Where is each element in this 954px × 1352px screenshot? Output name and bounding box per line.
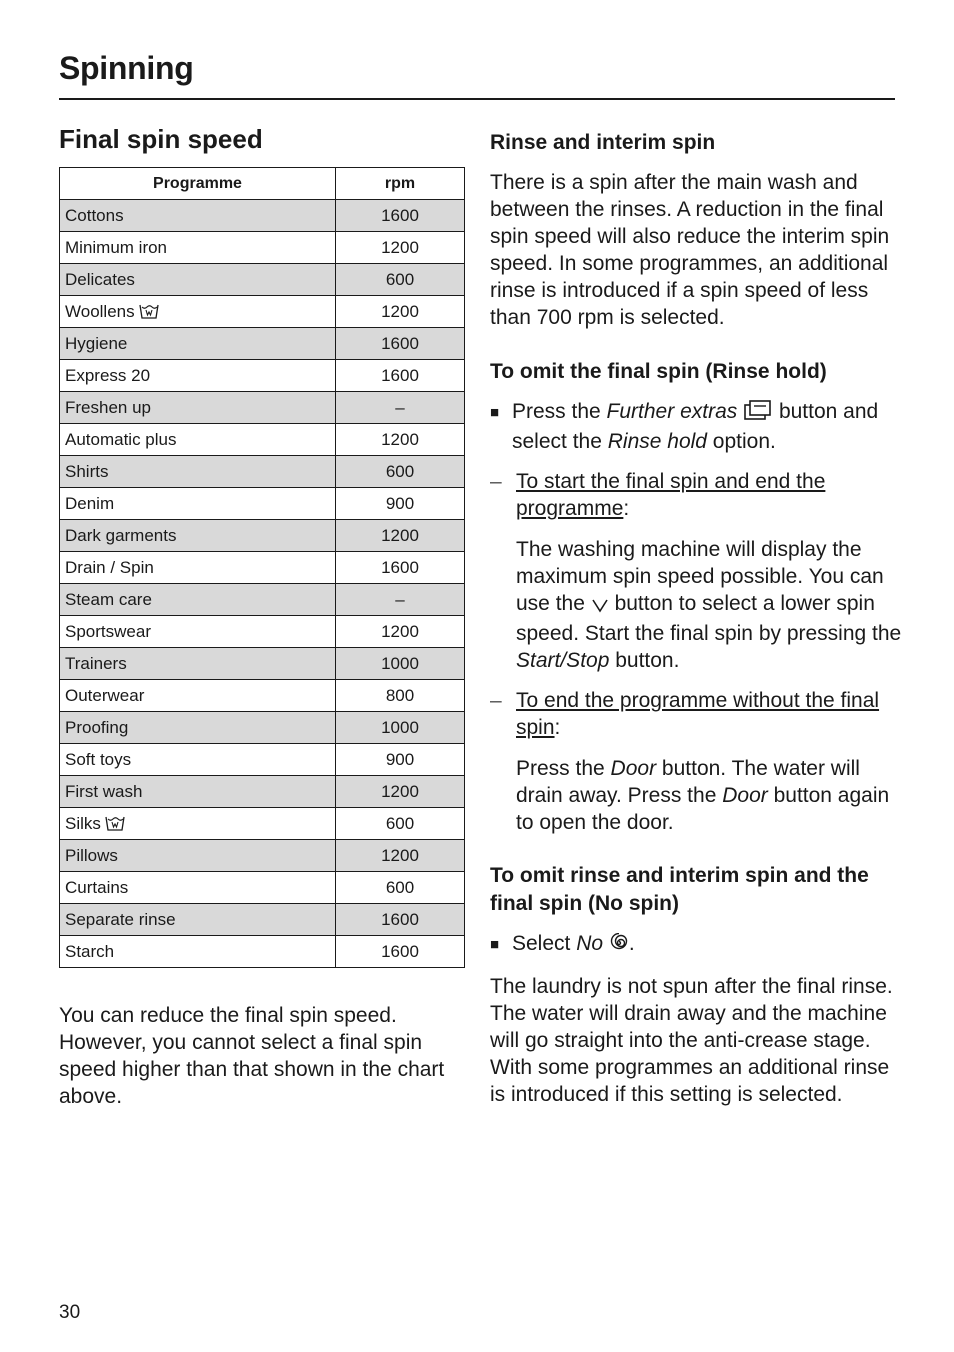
table-row <box>60 392 465 424</box>
programme-cell: Express 20 <box>60 360 336 392</box>
rpm-cell: 1200 <box>336 840 465 872</box>
step-select-no-spin <box>490 930 910 960</box>
rpm-column-header: rpm <box>336 168 465 200</box>
table-row <box>60 520 465 552</box>
table-row <box>60 648 465 680</box>
table-row <box>60 616 465 648</box>
table-row <box>60 680 465 712</box>
hand-wash-icon <box>135 302 159 321</box>
table-row <box>60 552 465 584</box>
table-row <box>60 328 465 360</box>
chevron-down-icon <box>591 593 609 620</box>
final-spin-speed-heading: Final spin speed <box>59 124 263 154</box>
omit-all-spin-heading: To omit rinse and interim spin and the final spin (No spin) <box>490 864 869 915</box>
rpm-cell: 1600 <box>336 936 465 968</box>
rpm-cell: 1600 <box>336 328 465 360</box>
table-row <box>60 264 465 296</box>
start-final-spin-text: The washing machine will display the maximum spin speed possible. You can use the button to select a lower spin speed. Start the final spin by pressing the Start/Stop button. <box>516 538 902 672</box>
right-column <box>490 129 910 1108</box>
rpm-cell: 600 <box>336 808 465 840</box>
programme-cell: Drain / Spin <box>60 552 336 584</box>
programme-cell: Curtains <box>60 872 336 904</box>
hand-wash-icon <box>101 814 125 833</box>
step-further-extras <box>490 398 910 455</box>
programme-cell: Hygiene <box>60 328 336 360</box>
table-row <box>60 904 465 936</box>
programme-cell: Starch <box>60 936 336 968</box>
table-row <box>60 808 465 840</box>
end-programme-text: Press the Door button. The water will drain away. Press the Door button again to open the door. <box>516 757 890 834</box>
rpm-cell: 800 <box>336 680 465 712</box>
rpm-cell: 1000 <box>336 712 465 744</box>
table-row <box>60 424 465 456</box>
left-column <box>59 124 465 1108</box>
programme-cell: Minimum iron <box>60 232 336 264</box>
rpm-cell: – <box>336 584 465 616</box>
rpm-cell: 1200 <box>336 520 465 552</box>
programme-cell: Denim <box>60 488 336 520</box>
programme-cell: Outerwear <box>60 680 336 712</box>
table-row <box>60 360 465 392</box>
rpm-cell: – <box>336 392 465 424</box>
further-extras-icon <box>743 399 773 428</box>
programme-cell: First wash <box>60 776 336 808</box>
table-row <box>60 232 465 264</box>
programme-cell: Separate rinse <box>60 904 336 936</box>
rinse-interim-text: There is a spin after the main wash and between the rinses. A reduction in the final spin speed will also reduce the interim spin speed. In some programmes, an additional rinse is introduced if a spin speed of less than 700 rpm is selected. <box>490 171 890 329</box>
start-final-spin-title: To start the final spin and end the programme <box>516 470 826 520</box>
programme-cell: Cottons <box>60 200 336 232</box>
end-programme-title: To end the programme without the final spin <box>516 689 880 739</box>
programme-cell: Soft toys <box>60 744 336 776</box>
title-rule <box>59 98 895 100</box>
table-row <box>60 776 465 808</box>
spin-speed-table <box>59 167 465 968</box>
rpm-cell: 1200 <box>336 232 465 264</box>
programme-cell: Woollens <box>60 296 336 328</box>
table-row <box>60 488 465 520</box>
rinse-interim-heading: Rinse and interim spin <box>490 131 716 154</box>
omit-final-spin-heading: To omit the final spin (Rinse hold) <box>490 360 827 383</box>
rpm-cell: 1200 <box>336 424 465 456</box>
programme-cell: Delicates <box>60 264 336 296</box>
table-row <box>60 840 465 872</box>
start-final-spin-option: – To start the final spin and end the programme: <box>490 470 826 520</box>
programme-cell: Shirts <box>60 456 336 488</box>
spin-spiral-icon <box>609 933 629 960</box>
table-row <box>60 936 465 968</box>
table-header-row <box>60 168 465 200</box>
rpm-cell: 900 <box>336 744 465 776</box>
rpm-cell: 600 <box>336 456 465 488</box>
rpm-cell: 1600 <box>336 360 465 392</box>
rpm-cell: 1600 <box>336 200 465 232</box>
no-spin-text: The laundry is not spun after the final rinse. The water will drain away and the machine will go straight into the anti-crease stage. With some programmes an additional rinse is introduced if this setting is selected. <box>490 975 893 1106</box>
rpm-cell: 1000 <box>336 648 465 680</box>
table-row <box>60 712 465 744</box>
bullet-square-icon: ■ <box>490 936 500 953</box>
table-row <box>60 456 465 488</box>
step-select-no-spin-text: Select No . <box>512 930 635 960</box>
programme-cell: Automatic plus <box>60 424 336 456</box>
dash-marker: – <box>490 470 502 493</box>
rpm-cell: 600 <box>336 264 465 296</box>
rpm-cell: 1200 <box>336 296 465 328</box>
programme-cell: Pillows <box>60 840 336 872</box>
table-row <box>60 744 465 776</box>
table-row <box>60 296 465 328</box>
table-body <box>60 200 465 968</box>
page-number: 30 <box>59 1302 81 1323</box>
programme-column-header: Programme <box>60 168 336 200</box>
programme-cell: Proofing <box>60 712 336 744</box>
programme-cell: Silks <box>60 808 336 840</box>
bullet-square-icon: ■ <box>490 404 500 421</box>
programme-cell: Trainers <box>60 648 336 680</box>
end-programme-option: – To end the programme without the final spin: <box>490 689 880 739</box>
programme-cell: Dark garments <box>60 520 336 552</box>
table-row <box>60 872 465 904</box>
rpm-cell: 600 <box>336 872 465 904</box>
reduce-spin-note: You can reduce the final spin speed. However, you cannot select a final spin speed higher than that shown in the chart above. <box>59 1004 445 1108</box>
table-row <box>60 584 465 616</box>
table-row <box>60 200 465 232</box>
rpm-cell: 1200 <box>336 616 465 648</box>
rpm-cell: 1600 <box>336 552 465 584</box>
dash-marker: – <box>490 689 502 712</box>
programme-cell: Steam care <box>60 584 336 616</box>
rpm-cell: 1600 <box>336 904 465 936</box>
rpm-cell: 900 <box>336 488 465 520</box>
rpm-cell: 1200 <box>336 776 465 808</box>
programme-cell: Freshen up <box>60 392 336 424</box>
page-title: Spinning <box>59 50 194 86</box>
programme-cell: Sportswear <box>60 616 336 648</box>
step-further-extras-text: Press the Further extras button and select the Rinse hold option. <box>512 400 879 453</box>
